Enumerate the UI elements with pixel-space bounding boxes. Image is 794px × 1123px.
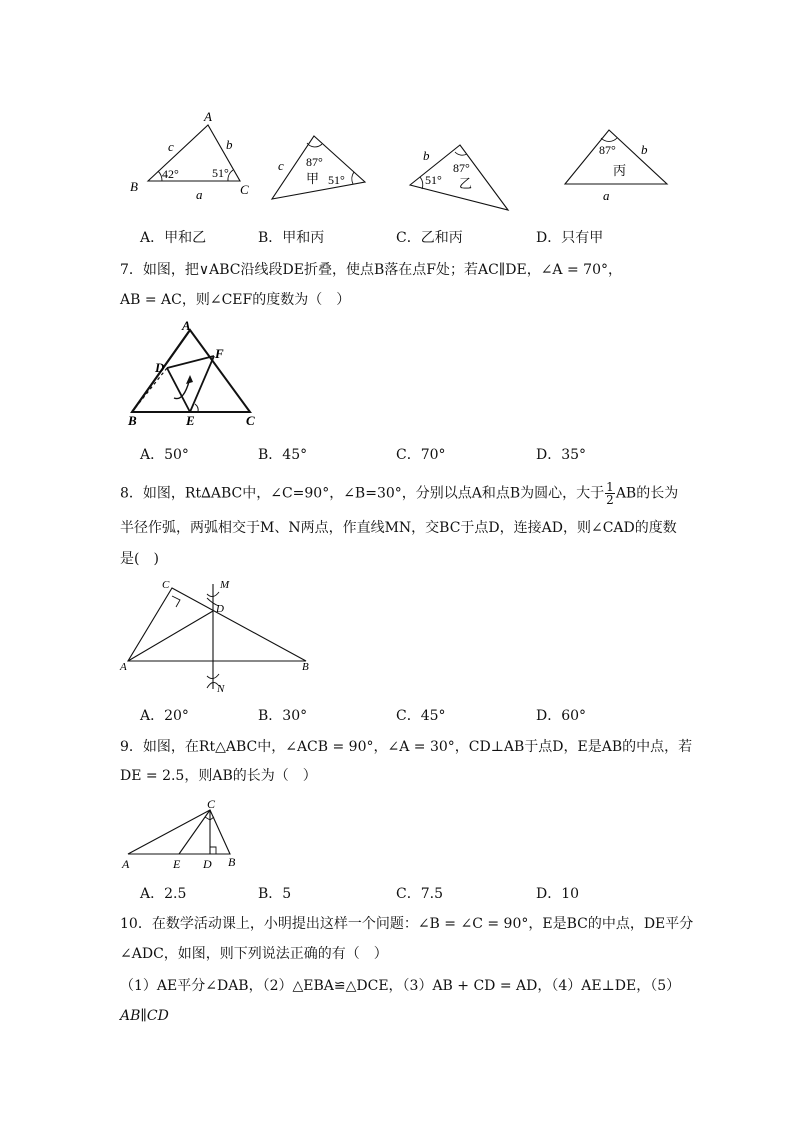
q9-option-d[interactable]: D．10 [536, 886, 580, 902]
point-label-D: D [155, 360, 165, 375]
point-label-N: N [217, 683, 225, 695]
angle-label-top: 87° [453, 161, 470, 175]
point-label-A: A [122, 857, 130, 871]
q9-option-b[interactable]: B．5 [258, 886, 292, 902]
point-label-B: B [128, 413, 137, 428]
triangle-name-bing: 丙 [613, 163, 627, 178]
point-label-F: F [215, 346, 224, 361]
q6-figure-main [120, 105, 260, 200]
angle-label-top: 87° [599, 143, 616, 157]
point-label-D: D [203, 857, 212, 871]
q7-option-b[interactable]: B．45° [258, 447, 308, 463]
fraction-numerator: 1 [606, 480, 614, 494]
angle-label-right: 51° [328, 173, 345, 187]
vertex-label-B: B [130, 179, 138, 194]
fraction-denominator: 2 [606, 493, 614, 507]
side-label-c: c [278, 158, 284, 173]
q9-option-c[interactable]: C．7.5 [396, 886, 443, 902]
q8-stem-line1-post: AB的长为 [615, 485, 679, 502]
q7-option-c[interactable]: C．70° [396, 447, 446, 463]
q8-option-d[interactable]: D．60° [536, 708, 587, 724]
q8-option-c[interactable]: C．45° [396, 708, 446, 724]
point-label-E: E [173, 857, 181, 871]
q8-option-a[interactable]: A．20° [140, 708, 189, 724]
point-label-E: E [186, 413, 195, 428]
q6-figure-yi [405, 140, 515, 215]
one-half-fraction [605, 481, 615, 506]
q6-figure-bing [555, 122, 675, 207]
q9-option-a[interactable]: A．2.5 [140, 886, 187, 902]
side-label-b: b [423, 148, 430, 163]
vertex-label-C: C [240, 182, 249, 197]
point-label-A: A [120, 661, 127, 673]
q8-stem-line1-pre: 8．如图，Rt∆ABC中，∠C=90°，∠B=30°，分别以点A和点B为圆心，大于 [120, 485, 605, 502]
point-label-A: A [182, 318, 191, 333]
point-label-D: D [216, 603, 224, 615]
q8-stem-line3: 是( ) [120, 551, 159, 567]
q6-option-b[interactable]: B．甲和丙 [258, 230, 325, 246]
point-label-M: M [220, 579, 230, 591]
q6-figure-jia [262, 128, 372, 203]
q9-stem-line1: 9．如图，在Rt△ABC中，∠ACB = 90°，∠A = 30°，CD⊥AB于点D，E是AB的中点，若 [120, 739, 693, 755]
q7-option-d[interactable]: D．35° [536, 447, 587, 463]
point-label-B: B [302, 661, 309, 673]
q8-stem-line1 [120, 481, 678, 506]
q7-stem-line1: 7．如图，把∨ABC沿线段DE折叠，使点B落在点F处；若AC∥DE，∠A = 70°， [120, 262, 622, 278]
side-label-a: a [603, 188, 610, 203]
angle-label-top: 87° [306, 155, 323, 169]
q6-option-c[interactable]: C．乙和丙 [396, 230, 463, 246]
q6-option-d[interactable]: D．只有甲 [536, 230, 604, 246]
angle-label-C: 51° [212, 166, 229, 180]
q10-statements-line2: AB∥CD [120, 1008, 169, 1024]
side-label-b: b [226, 137, 233, 152]
side-label-c: c [168, 139, 174, 154]
q10-statements-line1: （1）AE平分∠DAB，（2）△EBA≌△DCE，（3）AB + CD = AD，（4）AE⊥DE，（5） [120, 978, 681, 994]
triangle-name-jia: 甲 [306, 171, 320, 186]
q8-figure [116, 576, 316, 696]
side-label-a: a [196, 187, 203, 200]
q6-option-a[interactable]: A．甲和乙 [140, 230, 207, 246]
point-label-C: C [162, 579, 170, 591]
point-label-C: C [246, 413, 255, 428]
q10-stem-line2: ∠ADC，如图，则下列说法正确的有（ ） [120, 946, 388, 962]
q7-option-a[interactable]: A．50° [140, 447, 189, 463]
point-label-B: B [228, 855, 236, 869]
vertex-label-A: A [204, 109, 212, 124]
q9-stem-line2: DE = 2.5，则AB的长为（ ） [120, 768, 317, 784]
point-label-C: C [207, 797, 216, 811]
q7-stem-line2: AB = AC，则∠CEF的度数为（ ） [120, 292, 351, 308]
side-label-b: b [641, 142, 648, 157]
q10-stem-line1: 10．在数学活动课上，小明提出这样一个问题：∠B = ∠C = 90°，E是BC的中点，DE平分 [120, 916, 694, 932]
q8-option-b[interactable]: B．30° [258, 708, 308, 724]
angle-label-B: 42° [162, 167, 179, 181]
q8-stem-line2: 半径作弧，两弧相交于M、N两点，作直线MN，交BC于点D，连接AD，则∠CAD的度数 [120, 520, 677, 536]
q7-figure [122, 318, 267, 430]
angle-label-left: 51° [425, 173, 442, 187]
q9-figure [116, 792, 251, 872]
triangle-name-yi: 乙 [459, 176, 473, 191]
